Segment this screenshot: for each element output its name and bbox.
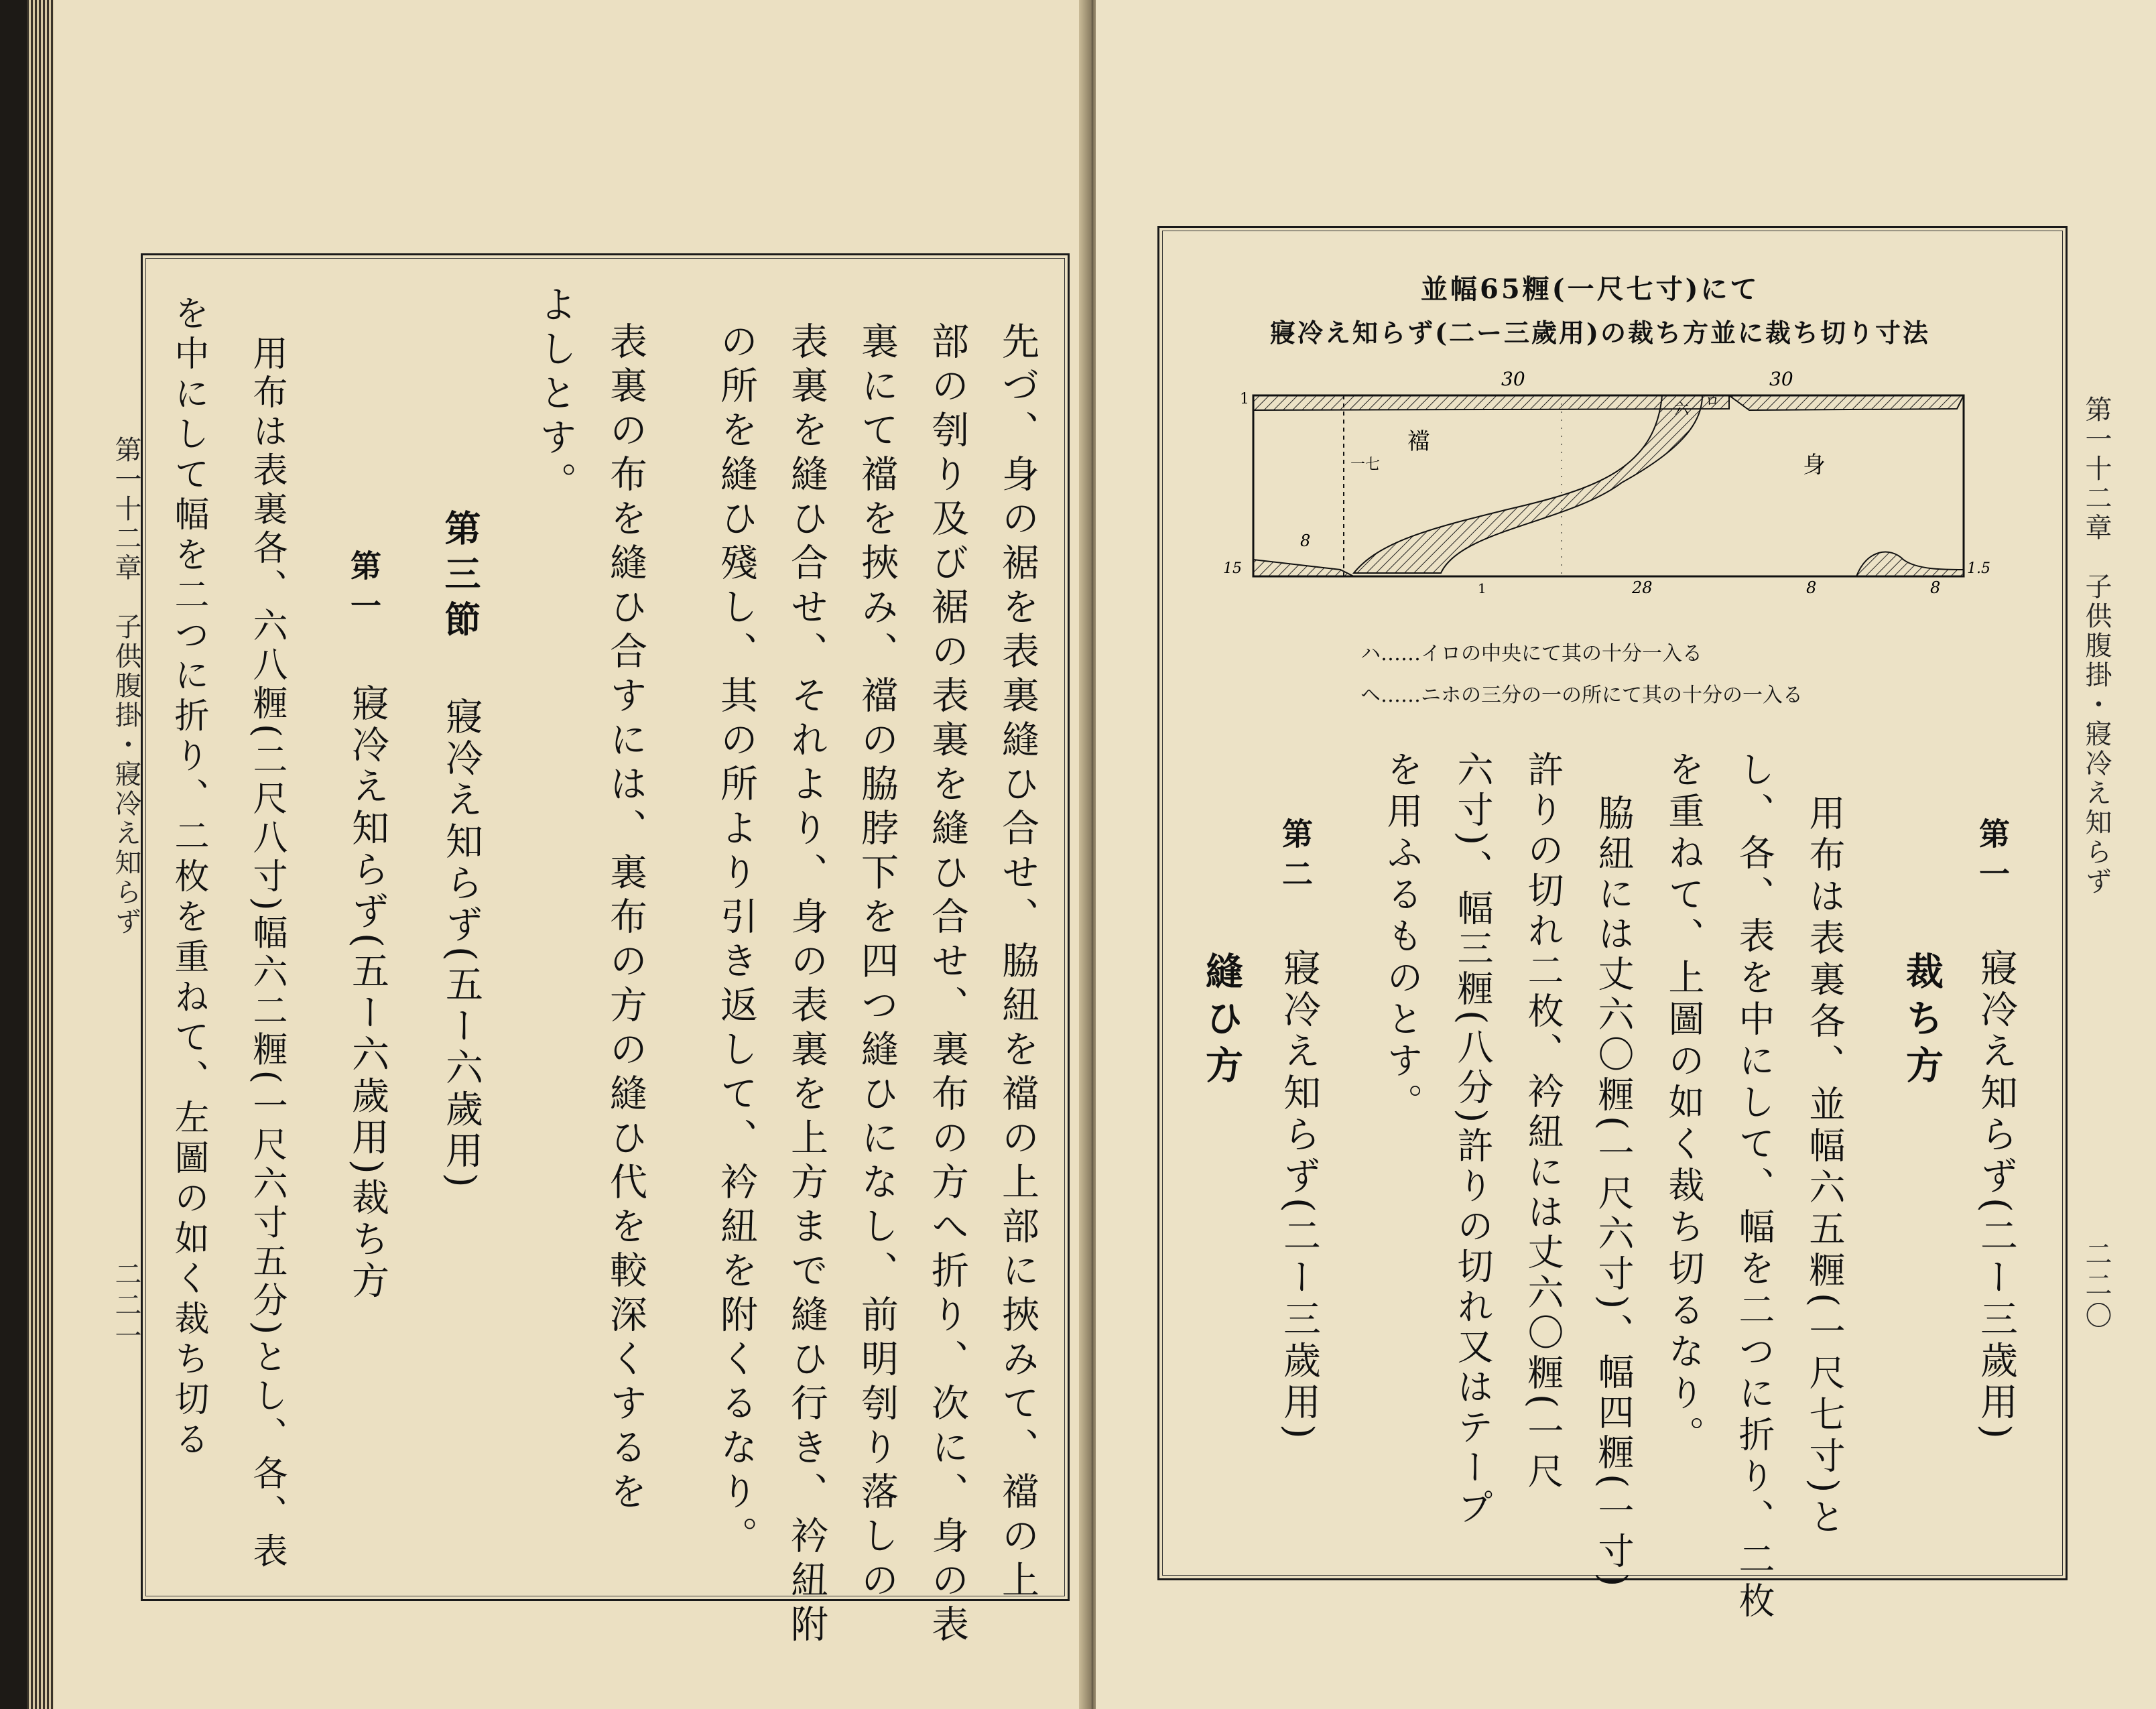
left-line-5: の所を縫ひ殘し、其の所より引き返して、衿紐を附くるなり。 — [714, 322, 758, 1560]
label-mark-1-bottom: 1 — [1478, 580, 1486, 596]
left-line-3: 裏にて襠を挾み、襠の脇脖下を四つ縫ひになし、前明刳り落しの — [855, 322, 899, 1604]
right-para-line-3: を重ねて、上圖の如く裁ち切るなり。 — [1663, 751, 1705, 1457]
right-para-line-6: 六寸)、幅三糎(八分)許りの切れ又はテープ — [1452, 751, 1494, 1529]
label-mark-15-left: 15 — [1223, 560, 1242, 577]
right-folio: 二二〇 — [2081, 1240, 2112, 1332]
left-subsection-title: 寢冷え知らず(五ー六歲用)裁ち方 — [346, 684, 389, 1303]
right-sub2-subtitle: 縫ひ方 — [1200, 952, 1244, 1092]
label-mark-8-mid: 8 — [1806, 578, 1817, 596]
diagram-title-2: 寢冷え知らず(二ー三歲用)の裁ち方並に裁ち切り寸法 — [1270, 318, 1930, 348]
bottom-left-waste — [1253, 560, 1354, 576]
right-sub2-title: 寢冷え知らず(二ー三歲用) — [1277, 948, 1321, 1443]
page-edges — [27, 0, 54, 1709]
left-running-head: 第一十二章 子供腹掛・寢冷え知らず — [111, 436, 141, 937]
right-para-line-5: 許りの切れ二枚、衿紐には丈六〇糎(一尺 — [1522, 751, 1564, 1493]
left-line-6: 表裏の布を縫ひ合すには、裏布の方の縫ひ代を較深くするを — [604, 322, 647, 1516]
label-mark-1-top: 1 — [1240, 391, 1249, 407]
right-running-head: 第一十二章 子供腹掛・寢冷え知らず — [2081, 395, 2112, 897]
left-line-2: 部の刳り及び裾の表裏を縫ひ合せ、裏布の方へ折り、次に、身の表 — [926, 322, 969, 1649]
right-sub1-subtitle: 裁ち方 — [1900, 952, 1944, 1092]
left-section-subject: 寢冷え知らず(五ー六歲用) — [440, 697, 483, 1192]
label-top-left-30: 30 — [1501, 369, 1525, 390]
left-subsection-number: 第一 — [346, 550, 382, 630]
label-mark-28: 28 — [1632, 578, 1653, 596]
left-folio: 二二一 — [111, 1260, 141, 1352]
diagram-note-2: ヘ……ニホの三分の一の所にて其の十分の一入る — [1360, 684, 1803, 707]
right-para-line-1: 用布は表裏各、並幅六五糎(一尺七寸)と — [1803, 794, 1846, 1540]
cutting-pattern-diagram — [1220, 369, 2011, 596]
diagram-title-1: 並幅65糎(一尺七寸)にて — [1421, 273, 1760, 305]
right-sub1-number: 第一 — [1974, 818, 2011, 898]
left-para2-line-2: を中にして幅を二つに折り、二枚を重ねて、左圖の如く裁ち切る — [168, 295, 208, 1461]
right-para-line-2: し、各、表を中にして、幅を二つに折り、二枚 — [1733, 751, 1775, 1623]
diagram-note-1: ハ……イロの中央にて其の十分一入る — [1360, 642, 1702, 666]
top-waste-right — [1729, 395, 1964, 410]
left-line-1: 先づ、身の裾を表裏縫ひ合せ、脇紐を襠の上部に挾みて、襠の上 — [996, 322, 1039, 1604]
left-line-4: 表裏を縫ひ合せ、それより、身の表裏を上方まで縫ひ行き、衿紐附 — [785, 322, 828, 1649]
label-kana-ro: ロ — [1706, 393, 1719, 409]
top-waste-left — [1253, 395, 1729, 410]
label-top-right-30: 30 — [1769, 369, 1793, 390]
bottom-right-curve — [1856, 552, 1964, 576]
label-mark-8-right: 8 — [1930, 578, 1941, 596]
right-sub2-number: 第二 — [1277, 818, 1314, 898]
label-ichi-nana: 一七 — [1350, 456, 1381, 473]
left-line-7: よしとす。 — [533, 285, 577, 506]
left-section-title: 第三節 — [439, 509, 482, 646]
label-roku: 六 — [1674, 401, 1690, 418]
left-para2-line-1: 用布は表裏各、六八糎(二尺八寸)幅六二糎(一尺六寸五分)とし、各、表 — [247, 335, 287, 1572]
label-machi: 襠 — [1407, 428, 1430, 455]
label-mi: 身 — [1803, 452, 1826, 479]
label-mark-8-left: 8 — [1300, 531, 1311, 550]
right-sub1-title: 寢冷え知らず(二ー三歲用) — [1974, 948, 2018, 1443]
curved-cut-waste — [1354, 395, 1702, 573]
label-mark-15-right: 1.5 — [1967, 560, 1990, 577]
right-para-line-7: を用ふるものとす。 — [1381, 751, 1423, 1125]
right-para-line-4: 脇紐には丈六〇糎(一尺六寸)、幅四糎(一寸) — [1592, 794, 1635, 1591]
